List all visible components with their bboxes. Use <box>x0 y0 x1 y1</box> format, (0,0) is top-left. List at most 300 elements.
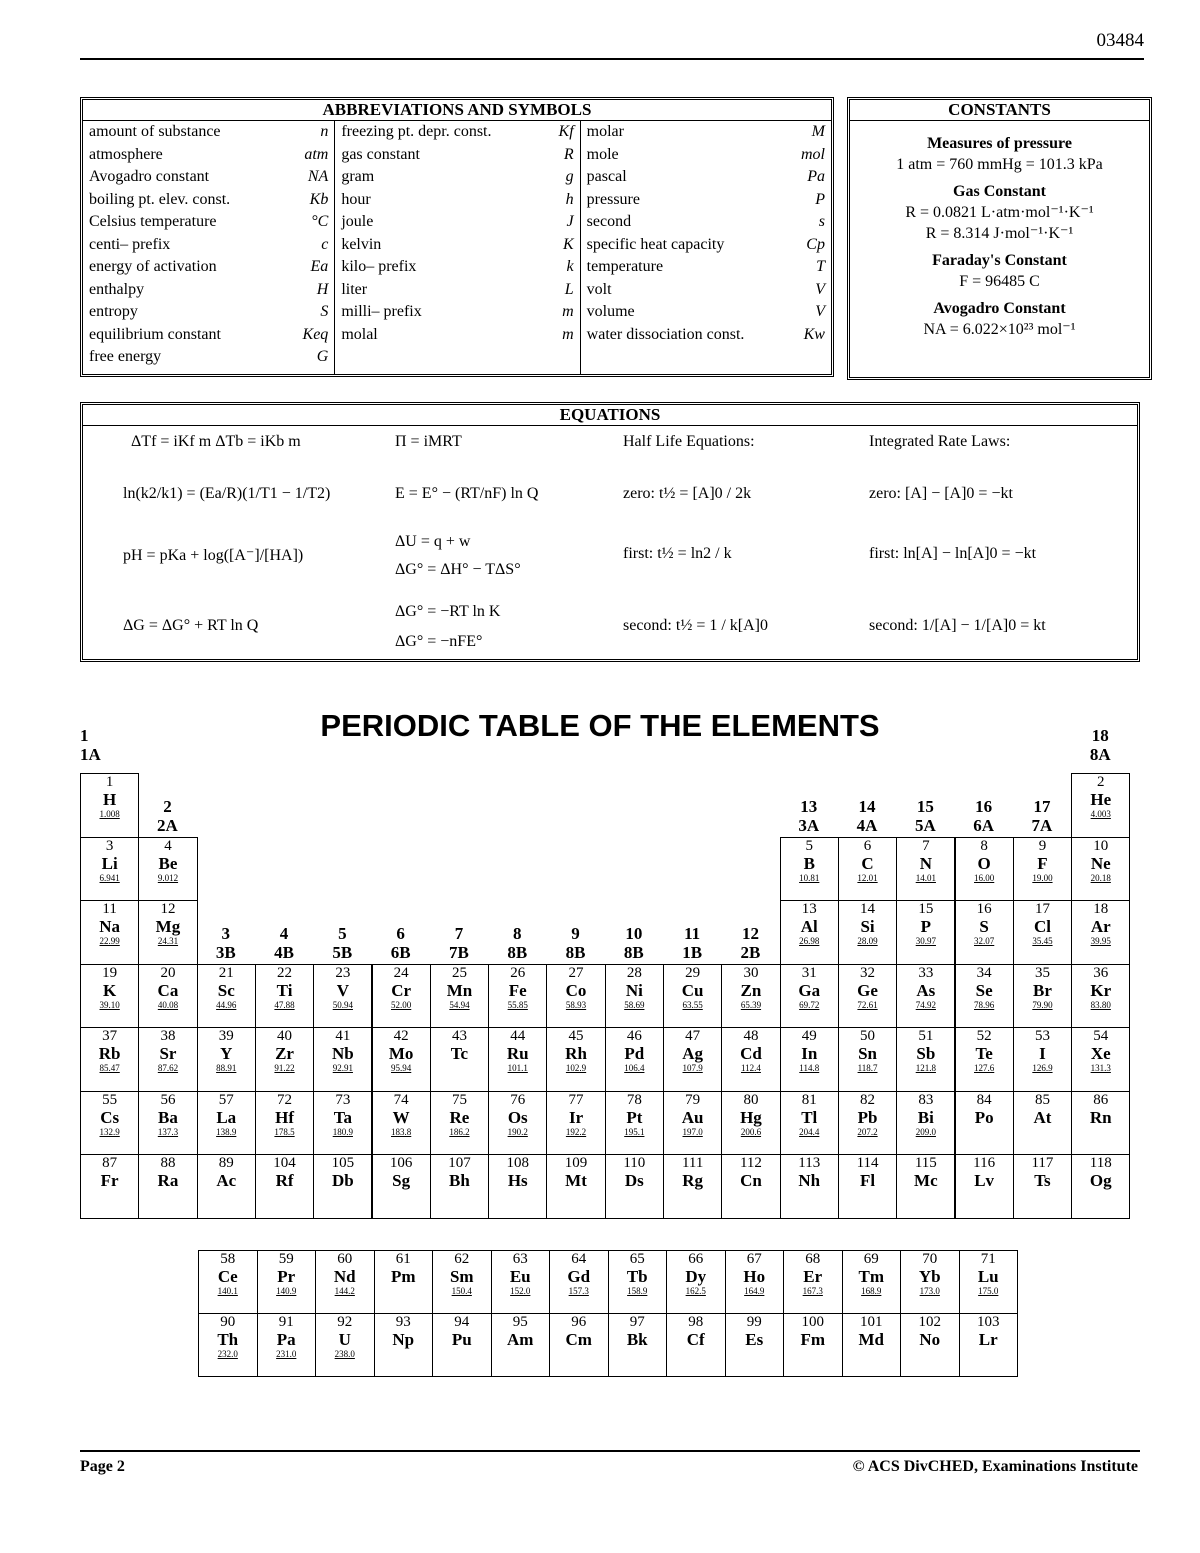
element-symbol: Hf <box>275 1107 294 1127</box>
abbreviation-label: molar <box>586 123 624 140</box>
element-symbol: Mo <box>388 1044 414 1063</box>
element-symbol: Pt <box>626 1107 643 1127</box>
atomic-number: 35 <box>1034 964 1050 981</box>
element-cell <box>430 1091 489 1156</box>
element-symbol: Ga <box>798 980 821 1000</box>
element-symbol: V <box>336 980 349 1000</box>
abbreviation-symbol: Kf <box>558 123 574 140</box>
atomic-number: 44 <box>510 1028 526 1044</box>
element-cell <box>955 964 1014 1029</box>
atomic-mass: 85.47 <box>99 1063 120 1073</box>
f-block-cell <box>315 1313 375 1377</box>
atomic-mass: 1.008 <box>99 809 120 819</box>
abbreviation-symbol: V <box>815 303 825 320</box>
element-symbol: Cu <box>681 980 704 1000</box>
abbreviation-row <box>587 166 825 189</box>
element-symbol: Xe <box>1090 1044 1111 1063</box>
copyright: © ACS DivCHED, Examinations Institute <box>852 1458 1138 1475</box>
element-symbol: Hs <box>507 1171 528 1190</box>
element-symbol: Er <box>803 1267 823 1286</box>
element-cell <box>663 1154 722 1219</box>
abbreviation-row <box>89 166 328 189</box>
group-label <box>955 797 1013 835</box>
element-cell <box>1071 964 1130 1029</box>
element-symbol: Au <box>681 1107 704 1127</box>
f-block-cell <box>842 1313 902 1377</box>
element-symbol: Bk <box>626 1330 648 1349</box>
gibbs-q-equation: ΔG = ΔG° + RT ln Q <box>123 617 259 634</box>
element-cell <box>255 1027 314 1092</box>
element-symbol: Rb <box>98 1044 121 1063</box>
group-label <box>546 924 604 962</box>
atomic-mass: 58.93 <box>565 999 587 1010</box>
group-label <box>430 924 488 962</box>
atomic-mass: 101.1 <box>507 1063 528 1073</box>
element-symbol: Ta <box>333 1107 352 1127</box>
element-symbol: Cs <box>100 1107 120 1127</box>
abbreviation-row <box>587 256 825 279</box>
element-symbol: Lv <box>974 1171 995 1190</box>
atomic-mass: 118.7 <box>857 1063 878 1073</box>
atomic-number: 84 <box>976 1091 992 1108</box>
abbreviation-row <box>89 189 328 212</box>
abbreviation-symbol: L <box>564 280 574 298</box>
atomic-mass: 88.91 <box>216 1063 237 1073</box>
element-symbol: Ne <box>1090 853 1111 873</box>
atomic-mass: 209.0 <box>915 1126 936 1137</box>
element-symbol: Db <box>331 1171 354 1190</box>
group-number: 15 <box>916 797 934 816</box>
pressure-heading: Measures of pressure <box>927 135 1072 152</box>
abbreviation-symbol: Keq <box>302 325 329 343</box>
atomic-number: 76 <box>510 1091 526 1108</box>
atomic-mass: 35.45 <box>1032 936 1053 946</box>
atomic-number: 37 <box>102 1028 118 1044</box>
atomic-number: 28 <box>626 964 642 981</box>
atomic-number: 116 <box>973 1155 996 1171</box>
atomic-mass: 44.96 <box>216 999 237 1010</box>
constants-box <box>847 97 1152 380</box>
group-cas-label: 7B <box>449 943 469 962</box>
element-symbol: Cn <box>740 1171 762 1190</box>
atomic-number: 78 <box>626 1091 642 1108</box>
element-cell <box>197 1027 256 1092</box>
element-cell <box>780 964 839 1029</box>
atomic-mass: 65.39 <box>740 999 762 1010</box>
atomic-number: 65 <box>629 1251 645 1267</box>
atomic-number: 41 <box>335 1028 351 1044</box>
group-cas-label: 1A <box>80 745 101 764</box>
abbreviation-label: gas constant <box>341 145 420 163</box>
atomic-number: 111 <box>681 1155 704 1171</box>
group-label <box>197 924 255 962</box>
element-cell <box>838 1091 897 1156</box>
atomic-mass: 140.1 <box>217 1286 238 1296</box>
element-symbol: Al <box>800 917 818 936</box>
element-symbol: Kr <box>1090 980 1112 1000</box>
abbreviation-symbol: atm <box>304 145 329 163</box>
atomic-number: 39 <box>218 1028 234 1044</box>
element-symbol: Pd <box>624 1044 645 1063</box>
group-label <box>1071 726 1129 764</box>
atomic-number: 72 <box>277 1091 293 1108</box>
element-symbol: Lr <box>978 1330 998 1349</box>
element-cell <box>138 1091 197 1156</box>
element-symbol: Ds <box>624 1171 644 1190</box>
atomic-number: 112 <box>739 1155 762 1171</box>
group-label <box>838 797 896 835</box>
element-cell <box>138 1154 197 1219</box>
atomic-mass: 95.94 <box>391 1063 412 1073</box>
element-cell <box>546 1091 605 1156</box>
atomic-number: 64 <box>571 1251 587 1267</box>
element-symbol: Sn <box>858 1044 877 1063</box>
atomic-mass: 91.22 <box>274 1063 295 1073</box>
element-cell <box>955 1027 1014 1092</box>
atomic-mass: 32.07 <box>974 936 995 946</box>
atomic-mass: 127.6 <box>974 1063 995 1073</box>
group-label <box>896 797 954 835</box>
group-number: 9 <box>571 924 580 943</box>
rate-law-first: first: ln[A] − ln[A]0 = −kt <box>869 545 1037 562</box>
element-symbol: Co <box>565 980 587 1000</box>
element-symbol: Y <box>220 1044 233 1063</box>
f-block-cell <box>900 1313 960 1377</box>
abbreviation-row <box>341 234 573 257</box>
element-cell <box>430 1154 489 1219</box>
element-cell <box>896 964 955 1029</box>
atomic-number: 38 <box>160 1028 176 1044</box>
element-cell <box>1071 773 1130 838</box>
element-symbol: Ra <box>157 1171 179 1190</box>
faraday-value: F = 96485 C <box>959 273 1040 290</box>
faraday-heading: Faraday's Constant <box>932 252 1067 269</box>
header-rule <box>80 58 1144 60</box>
atomic-number: 68 <box>805 1251 821 1267</box>
element-symbol: Zr <box>275 1044 294 1063</box>
constants-title: CONSTANTS <box>850 100 1149 121</box>
element-symbol: P <box>920 917 932 936</box>
atomic-mass: 197.0 <box>682 1126 703 1137</box>
abbreviation-symbol: T <box>816 258 825 275</box>
f-block-cell <box>900 1250 960 1314</box>
abbreviation-symbol: c <box>321 235 329 253</box>
element-cell <box>488 964 547 1029</box>
group-number: 10 <box>625 924 643 943</box>
abbreviations-title: ABBREVIATIONS AND SYMBOLS <box>83 100 831 121</box>
element-cell <box>605 1027 664 1092</box>
f-block-cell <box>198 1250 258 1314</box>
atomic-mass: 26.98 <box>799 936 820 946</box>
element-cell <box>1013 1154 1072 1219</box>
group-label <box>780 797 838 835</box>
half-life-heading: Half Life Equations: <box>623 433 755 450</box>
abbreviations-column <box>580 121 831 374</box>
abbreviation-row <box>341 144 573 167</box>
group-cas-label: 2B <box>740 943 761 962</box>
atomic-number: 97 <box>629 1314 645 1330</box>
element-symbol: O <box>977 853 991 873</box>
atomic-number: 15 <box>918 901 934 917</box>
atomic-number: 66 <box>688 1251 704 1267</box>
element-cell <box>1013 964 1072 1029</box>
element-symbol: Ti <box>276 980 293 1000</box>
element-symbol: Am <box>507 1330 534 1349</box>
atomic-mass: 238.0 <box>334 1349 355 1359</box>
group-cas-label: 4B <box>274 943 294 962</box>
abbreviation-row <box>89 324 328 347</box>
group-cas-label: 6A <box>973 816 995 835</box>
gibbs-e-equation: ΔG° = −nFE° <box>395 633 483 650</box>
element-cell <box>896 1154 955 1219</box>
atomic-mass: 106.4 <box>624 1063 645 1073</box>
element-cell <box>80 773 139 838</box>
atomic-mass: 10.81 <box>799 872 820 883</box>
group-number: 4 <box>279 924 289 943</box>
element-symbol: Og <box>1089 1171 1112 1190</box>
atomic-number: 46 <box>626 1028 642 1044</box>
element-symbol: Mt <box>565 1171 587 1190</box>
abbreviation-label: freezing pt. depr. const. <box>341 123 492 140</box>
element-symbol: Be <box>158 853 178 873</box>
atomic-mass: 54.94 <box>449 999 470 1010</box>
group-label <box>372 924 430 962</box>
abbreviation-label: enthalpy <box>89 280 145 298</box>
element-symbol: Cm <box>565 1330 592 1349</box>
atomic-mass: 50.94 <box>332 999 353 1010</box>
abbreviation-label: equilibrium constant <box>89 325 221 343</box>
abbreviation-symbol: M <box>811 123 825 140</box>
atomic-number: 58 <box>220 1251 236 1267</box>
atomic-number: 87 <box>102 1155 118 1171</box>
abbreviation-label: amount of substance <box>89 123 221 140</box>
element-cell <box>372 1091 431 1156</box>
abbreviation-row <box>587 211 825 234</box>
atomic-mass: 168.9 <box>861 1286 882 1296</box>
atomic-number: 113 <box>798 1155 821 1171</box>
gibbs-k-equation: ΔG° = −RT ln K <box>395 603 501 620</box>
element-cell <box>546 1027 605 1092</box>
abbreviation-symbol: mol <box>800 145 825 163</box>
element-symbol: Ag <box>682 1044 704 1063</box>
element-cell <box>546 1154 605 1219</box>
element-symbol: Fm <box>800 1330 826 1349</box>
atomic-mass: 112.4 <box>740 1063 761 1073</box>
element-symbol: Pb <box>857 1107 878 1127</box>
abbreviation-symbol: Kb <box>309 190 329 208</box>
atomic-number: 25 <box>451 964 467 981</box>
atomic-number: 102 <box>918 1314 941 1330</box>
element-symbol: Sm <box>449 1267 474 1286</box>
f-block-cell <box>842 1250 902 1314</box>
atomic-number: 29 <box>685 964 701 981</box>
element-symbol: Gd <box>567 1267 591 1286</box>
atomic-mass: 102.9 <box>565 1063 587 1073</box>
element-symbol: B <box>803 853 815 873</box>
atomic-number: 50 <box>860 1028 876 1044</box>
element-symbol: Li <box>101 853 118 873</box>
f-block-cell <box>959 1250 1019 1314</box>
atomic-number: 52 <box>976 1028 992 1044</box>
atomic-mass: 107.9 <box>682 1063 703 1073</box>
atomic-number: 13 <box>801 901 817 917</box>
atomic-number: 99 <box>746 1314 762 1330</box>
element-cell <box>605 1154 664 1219</box>
atomic-number: 8 <box>980 837 988 854</box>
atomic-number: 22 <box>277 964 293 981</box>
equations-box <box>80 402 1140 662</box>
element-cell <box>780 1154 839 1219</box>
element-cell <box>1071 900 1130 965</box>
element-symbol: Ir <box>568 1107 584 1127</box>
element-symbol: Fe <box>508 980 527 1000</box>
atomic-mass: 39.95 <box>1090 936 1111 946</box>
element-cell <box>1071 1091 1130 1156</box>
f-block-cell <box>666 1250 726 1314</box>
group-label <box>80 726 138 764</box>
atomic-mass: 131.3 <box>1090 1063 1111 1073</box>
atomic-number: 21 <box>218 964 234 981</box>
abbreviation-row <box>341 166 573 189</box>
abbreviation-row <box>341 301 573 324</box>
rate-laws-heading: Integrated Rate Laws: <box>869 433 1011 450</box>
abbreviation-row <box>587 121 825 144</box>
element-cell <box>780 1027 839 1092</box>
f-block-cell <box>608 1250 668 1314</box>
element-symbol: La <box>216 1107 237 1127</box>
atomic-number: 53 <box>1034 1028 1050 1044</box>
half-life-first: first: t½ = ln2 / k <box>623 545 732 562</box>
abbreviation-symbol: k <box>566 258 574 275</box>
element-symbol: Md <box>858 1330 884 1349</box>
element-symbol: Lu <box>977 1267 999 1286</box>
atomic-mass: 126.9 <box>1032 1063 1053 1073</box>
f-block-cell <box>725 1250 785 1314</box>
atomic-number: 108 <box>506 1155 529 1171</box>
atomic-mass: 79.90 <box>1032 999 1053 1010</box>
gas-constant-value-1: R = 0.0821 L·atm·mol⁻¹·K⁻¹ <box>905 204 1094 221</box>
atomic-number: 17 <box>1034 901 1050 917</box>
group-number: 13 <box>800 797 818 816</box>
abbreviation-label: centi– prefix <box>89 235 171 253</box>
atomic-mass: 157.3 <box>568 1286 589 1296</box>
atomic-mass: 150.4 <box>451 1286 472 1296</box>
periodic-table-title: PERIODIC TABLE OF THE ELEMENTS <box>320 708 880 743</box>
atomic-number: 117 <box>1031 1155 1054 1171</box>
element-cell <box>546 964 605 1029</box>
group-number: 11 <box>684 924 701 943</box>
group-cas-label: 3B <box>215 943 236 962</box>
abbreviation-row <box>89 256 328 279</box>
group-label <box>138 797 196 835</box>
element-cell <box>955 1091 1014 1156</box>
atomic-number: 75 <box>451 1091 467 1108</box>
atomic-number: 5 <box>805 837 813 854</box>
atomic-number: 103 <box>977 1314 1000 1330</box>
f-block-cell <box>374 1250 434 1314</box>
element-cell <box>896 837 955 902</box>
element-symbol: Sc <box>217 980 235 1000</box>
f-block-cell <box>432 1250 492 1314</box>
abbreviation-row <box>341 324 573 347</box>
atomic-number: 57 <box>218 1091 234 1108</box>
gibbs-definition-equation: ΔG° = ΔH° − TΔS° <box>395 561 521 578</box>
atomic-number: 12 <box>160 901 176 917</box>
element-cell <box>313 1154 372 1219</box>
element-symbol: N <box>919 853 932 873</box>
element-symbol: As <box>916 980 936 1000</box>
atomic-number: 1 <box>105 774 114 790</box>
f-block-cell <box>725 1313 785 1377</box>
abbreviation-symbol: Kw <box>803 325 825 343</box>
element-cell <box>1071 1027 1130 1092</box>
atomic-mass: 14.01 <box>915 872 936 883</box>
atomic-mass: 167.3 <box>802 1286 823 1296</box>
element-symbol: Rg <box>682 1171 704 1190</box>
abbreviation-label: second <box>586 213 632 230</box>
abbreviation-label: free energy <box>89 348 162 365</box>
atomic-number: 85 <box>1034 1091 1050 1108</box>
element-cell <box>955 1154 1014 1219</box>
element-symbol: Mg <box>155 917 181 936</box>
abbreviation-row <box>341 189 573 212</box>
group-number: 6 <box>396 924 405 943</box>
abbreviation-row <box>89 121 328 144</box>
abbreviation-row <box>587 279 825 302</box>
atomic-mass: 183.8 <box>391 1126 412 1137</box>
atomic-number: 40 <box>277 1028 293 1044</box>
group-cas-label: 4A <box>856 816 878 835</box>
atomic-mass: 152.0 <box>510 1286 531 1296</box>
element-cell <box>1013 1091 1072 1156</box>
atomic-mass: 40.08 <box>157 999 179 1010</box>
abbreviation-symbol: G <box>316 348 329 365</box>
element-symbol: Ba <box>158 1107 178 1127</box>
element-cell <box>721 1027 780 1092</box>
atomic-number: 55 <box>102 1091 118 1108</box>
f-block-cell <box>374 1313 434 1377</box>
element-symbol: In <box>801 1044 818 1063</box>
atomic-number: 14 <box>860 901 876 917</box>
element-cell <box>138 964 197 1029</box>
f-block-cell <box>491 1313 551 1377</box>
abbreviation-symbol: m <box>562 303 574 320</box>
element-symbol: Mc <box>914 1171 938 1190</box>
abbreviation-symbol: NA <box>307 168 329 185</box>
atomic-number: 80 <box>743 1091 759 1108</box>
element-symbol: Os <box>507 1107 528 1127</box>
element-symbol: Cl <box>1033 917 1051 936</box>
element-cell <box>1013 1027 1072 1092</box>
atomic-number: 36 <box>1093 964 1109 981</box>
element-cell <box>663 964 722 1029</box>
element-cell <box>838 964 897 1029</box>
atomic-number: 93 <box>395 1314 411 1330</box>
abbreviation-label: entropy <box>89 303 138 320</box>
atomic-number: 48 <box>743 1028 759 1044</box>
atomic-mass: 87.62 <box>157 1063 179 1073</box>
group-cas-label: 8B <box>565 943 586 962</box>
atomic-number: 114 <box>856 1155 879 1171</box>
group-number: 8 <box>512 924 522 943</box>
atomic-mass: 121.8 <box>915 1063 936 1073</box>
element-symbol: S <box>979 917 989 936</box>
atomic-mass: 69.72 <box>799 999 820 1010</box>
atomic-number: 60 <box>337 1251 353 1267</box>
atomic-number: 9 <box>1038 837 1047 854</box>
atomic-mass: 173.0 <box>919 1286 940 1296</box>
atomic-mass: 137.3 <box>157 1126 179 1137</box>
